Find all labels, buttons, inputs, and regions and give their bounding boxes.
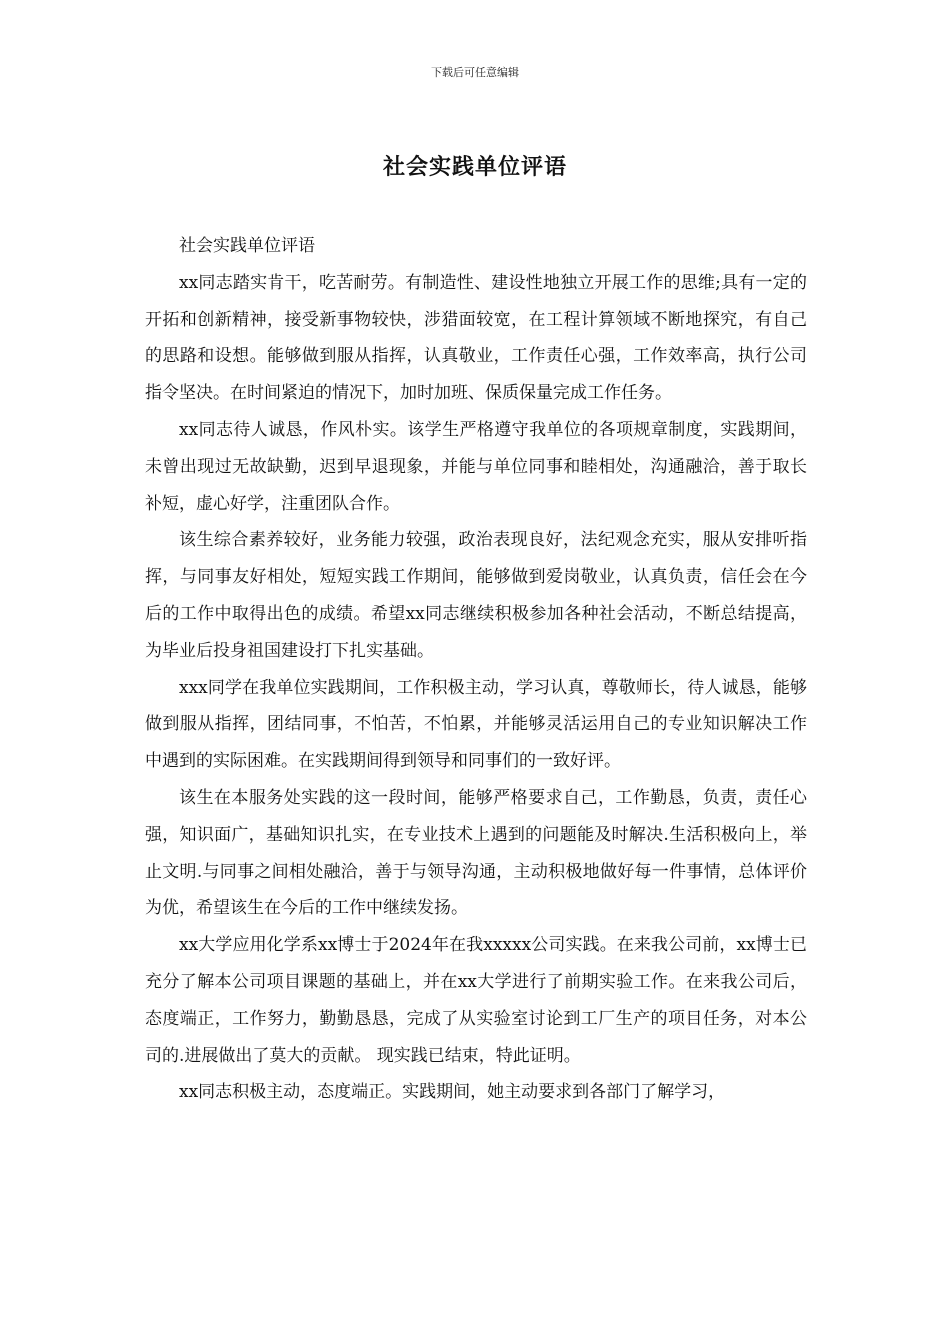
document-title: 社会实践单位评语 — [382, 154, 567, 180]
body-paragraph: xx同志踏实肯干，吃苦耐劳。有制造性、建设性地独立开展工作的思维;具有一定的开拓和创新精神，接受新事物较快，涉猎面较宽，在工程计算领域不断地探究，有自己的思路和设想。能够做到服从指挥，认真敬业，工作责任心强，工作效率高，执行公司指令坚决。在时间紧迫的情况下，加时加班、保质保量完成工作任务。 — [145, 272, 807, 404]
page-header-note: 下载后可任意编辑 — [431, 66, 519, 79]
body-paragraph: 该生综合素养较好，业务能力较强，政治表现良好，法纪观念充实，服从安排听指挥，与同事友好相处，短短实践工作期间，能够做到爱岗敬业，认真负责，信任会在今后的工作中取得出色的成绩。希望xx同志继续积极参加各种社会活动，不断总结提高，为毕业后投身祖国建设打下扎实基础。 — [145, 530, 807, 661]
body-paragraph: xxx同学在我单位实践期间，工作积极主动，学习认真，尊敬师长，待人诚恳，能够做到服从指挥，团结同事，不怕苦，不怕累，并能够灵活运用自己的专业知识解决工作中遇到的实际困难。在实践期间得到领导和同事们的一致好评。 — [145, 677, 807, 772]
document-body — [145, 228, 807, 1111]
body-paragraph: xx同志待人诚恳，作风朴实。该学生严格遵守我单位的各项规章制度，实践期间，未曾出现过无故缺勤，迟到早退现象，并能与单位同事和睦相处，沟通融洽，善于取长补短，虚心好学，注重团队合作。 — [145, 419, 807, 514]
body-paragraph: 社会实践单位评语 — [179, 236, 315, 256]
body-paragraph: xx大学应用化学系xx博士于2024年在我xxxxx公司实践。在来我公司前，xx博士已充分了解本公司项目课题的基础上，并在xx大学进行了前期实验工作。在来我公司后，态度端正，工作努力，勤勤恳恳，完成了从实验室讨论到工厂生产的项目任务，对本公司的.进展做出了莫大的贡献。 现实践已结束，特此证明。 — [145, 935, 807, 1066]
body-paragraph: 该生在本服务处实践的这一段时间，能够严格要求自己，工作勤恳，负责，责任心强，知识面广，基础知识扎实，在专业技术上遇到的问题能及时解决.生活积极向上，举止文明.与同事之间相处融洽，善于与领导沟通，主动积极地做好每一件事情，总体评价为优，希望该生在今后的工作中继续发扬。 — [145, 787, 807, 919]
body-paragraph: xx同志积极主动，态度端正。实践期间，她主动要求到各部门了解学习， — [179, 1082, 726, 1103]
